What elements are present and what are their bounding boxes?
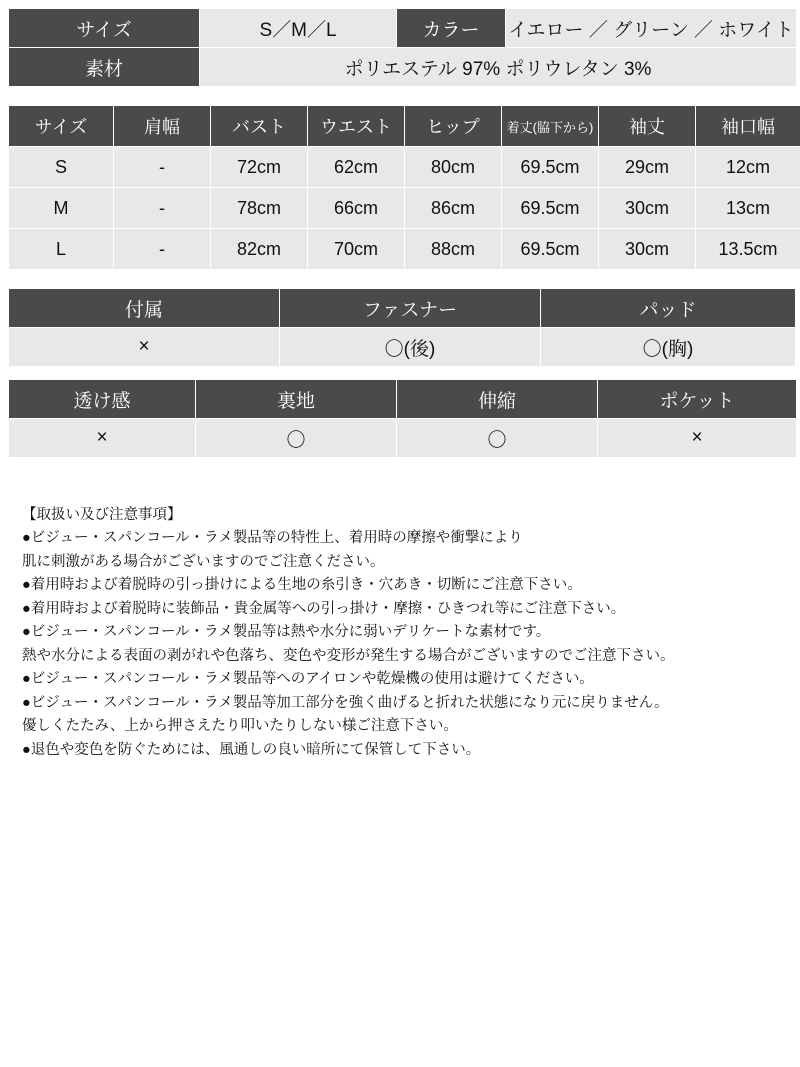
note-line: 肌に刺激がある場合がございますのでご注意ください。 [22, 553, 385, 570]
attr-value-stretch: 〇 [397, 419, 598, 458]
table-row [9, 48, 797, 87]
cell-bust: 78cm [211, 188, 308, 229]
cell-cuff-width: 13cm [696, 188, 800, 229]
attr-header-accessory: 付属 [9, 289, 280, 328]
spec-value-material: ポリエステル 97% ポリウレタン 3% [200, 48, 797, 87]
attr-value-accessory: × [9, 328, 280, 367]
cell-bust: 72cm [211, 147, 308, 188]
attr-value-pad: 〇(胸) [541, 328, 796, 367]
note-line: ●ビジュー・スパンコール・ラメ製品等加工部分を強く曲げると折れた状態になり元に戻りません。 [22, 694, 669, 711]
table-row [9, 328, 796, 367]
spec-table [8, 8, 797, 87]
notes-title: 【取扱い及び注意事項】 [22, 507, 182, 523]
attr-value-pocket: × [598, 419, 797, 458]
table-row [9, 147, 800, 188]
cell-hip: 88cm [405, 229, 502, 270]
measurement-header-waist: ウエスト [308, 106, 405, 147]
measurement-header-size: サイズ [9, 106, 114, 147]
cell-sleeve-length: 29cm [599, 147, 696, 188]
note-line: ●退色や変色を防ぐためには、風通しの良い暗所にて保管して下さい。 [22, 741, 481, 758]
measurement-header-bust: バスト [211, 106, 308, 147]
cell-size: M [9, 188, 114, 229]
cell-size: L [9, 229, 114, 270]
cell-sleeve-length: 30cm [599, 229, 696, 270]
note-line: ●ビジュー・スパンコール・ラメ製品等は熱や水分に弱いデリケートな素材です。 [22, 624, 551, 641]
attr-value-sheerness: × [9, 419, 196, 458]
measurement-header-shoulder: 肩幅 [114, 106, 211, 147]
spacer [8, 270, 792, 288]
table-row [9, 229, 800, 270]
note-line: ●ビジュー・スパンコール・ラメ製品等の特性上、着用時の摩擦や衝撃により [22, 530, 523, 547]
table-row [9, 188, 800, 229]
table-header-row [9, 289, 796, 328]
attributes-table-a [8, 288, 796, 367]
attr-header-sheerness: 透け感 [9, 380, 196, 419]
attr-value-zipper: 〇(後) [280, 328, 541, 367]
cell-shoulder: - [114, 188, 211, 229]
spacer [8, 87, 792, 105]
attr-header-lining: 裏地 [196, 380, 397, 419]
cell-sleeve-length: 30cm [599, 188, 696, 229]
table-row [9, 419, 797, 458]
attributes-table-b [8, 379, 797, 458]
cell-length: 69.5cm [502, 147, 599, 188]
attr-header-stretch: 伸縮 [397, 380, 598, 419]
cell-length: 69.5cm [502, 229, 599, 270]
attr-header-pad: パッド [541, 289, 796, 328]
cell-bust: 82cm [211, 229, 308, 270]
note-line: ●ビジュー・スパンコール・ラメ製品等へのアイロンや乾燥機の使用は避けてください。 [22, 671, 594, 688]
spec-value-size: S／M／L [200, 9, 397, 48]
measurement-header-hip: ヒップ [405, 106, 502, 147]
cell-waist: 62cm [308, 147, 405, 188]
note-line: 優しくたたみ、上から押さえたり叩いたりしない様ご注意下さい。 [22, 718, 458, 735]
cell-waist: 66cm [308, 188, 405, 229]
cell-size: S [9, 147, 114, 188]
cell-cuff-width: 13.5cm [696, 229, 800, 270]
measurement-header-length: 着丈(脇下から) [502, 106, 599, 147]
cell-waist: 70cm [308, 229, 405, 270]
spec-label-color: カラー [397, 9, 506, 48]
note-line: ●着用時および着脱時に装飾品・貴金属等への引っ掛け・摩擦・ひきつれ等にご注意下さい。 [22, 600, 626, 617]
cell-shoulder: - [114, 147, 211, 188]
table-header-row [9, 106, 800, 147]
spec-value-color: イエロー ／ グリーン ／ ホワイト [506, 9, 797, 48]
attr-header-pocket: ポケット [598, 380, 797, 419]
attr-header-zipper: ファスナー [280, 289, 541, 328]
measurement-header-cuff-width: 袖口幅 [696, 106, 800, 147]
table-row [9, 9, 797, 48]
note-line: ●着用時および着脱時の引っ掛けによる生地の糸引き・穴あき・切断にご注意下さい。 [22, 577, 582, 594]
cell-hip: 86cm [405, 188, 502, 229]
table-header-row [9, 380, 797, 419]
measurement-header-sleeve-length: 袖丈 [599, 106, 696, 147]
cell-hip: 80cm [405, 147, 502, 188]
cell-cuff-width: 12cm [696, 147, 800, 188]
spec-label-size: サイズ [9, 9, 200, 48]
care-notes [8, 504, 792, 762]
note-line: 熱や水分による表面の剥がれや色落ち、変色や変形が発生する場合がございますのでご注意下さい。 [22, 647, 675, 664]
attr-value-lining: 〇 [196, 419, 397, 458]
spec-label-material: 素材 [9, 48, 200, 87]
cell-length: 69.5cm [502, 188, 599, 229]
cell-shoulder: - [114, 229, 211, 270]
measurement-table [8, 105, 800, 270]
spacer [8, 367, 792, 379]
